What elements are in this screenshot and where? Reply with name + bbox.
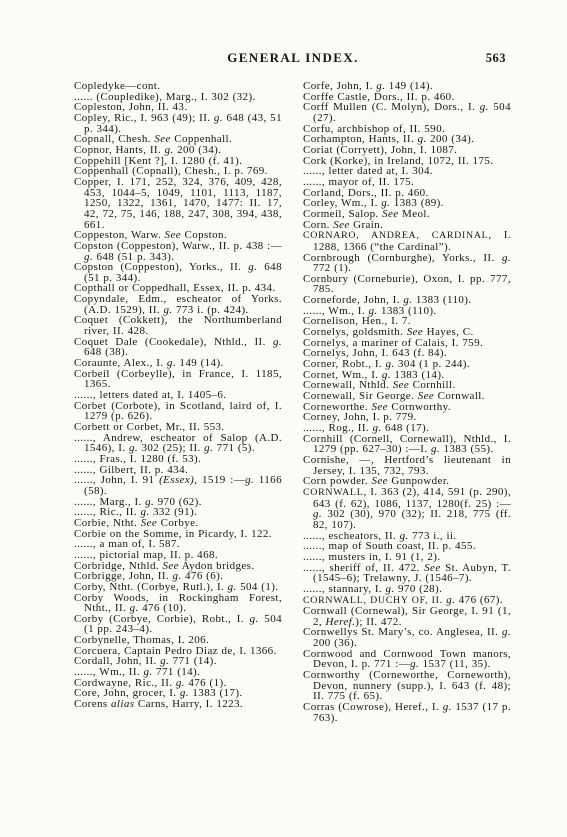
index-entry: Corbie on the Somme, in Picardy, I. 122. [74, 527, 272, 540]
italic-text: See [154, 133, 171, 146]
index-entry: Cornelys, a mariner of Calais, I. 759. [303, 336, 484, 349]
italic-text: See [406, 326, 424, 339]
index-entry: Cornelys, goldsmith. See Hayes, C. [303, 326, 474, 339]
index-subentry: ......, letters dated at, I. 1405–6. [74, 389, 227, 402]
italic-text: g. [446, 593, 456, 606]
index-entry: Corby Woods, in Rockingham Forest, Ntht., II. g. 476 (10). [74, 591, 282, 615]
italic-text: g. [368, 304, 378, 317]
italic-text: g. [479, 101, 489, 114]
index-entry: Cordwayne, Ric., II. g. 476 (1). [74, 676, 227, 689]
index-entry: Copston (Coppeston), Yorks., II. g. 648 (51 p. 344). [74, 261, 282, 284]
italic-text: g. [204, 442, 214, 455]
index-entry: Corffe Castle, Dors., II. p. 460. [303, 90, 455, 103]
italic-text: g. [128, 442, 138, 455]
small-caps-heading: CORNWALL, DUCHY OF, II [303, 594, 440, 606]
index-entry: Copston (Coppeston), Warw., II. p. 438 :—g. 648 (51 p. 343). [74, 239, 282, 263]
index-entry: Copper, I. 171, 252, 324, 376, 409, 428, 453, 1044–5, 1049, 1101, 1113, 1187, 1250, 1322, 1361, 1470, 1477: II. 17, 42, 72, 75, 146, 188, 247, 308, 394, 438, 661. [74, 175, 282, 231]
index-entry: Cornworthy (Corneworthe, Corneworth), Devon, nunnery (supp.), I. 643 (f. 48); II. 775 (f. 65). [303, 669, 511, 703]
index-entry: Coquet (Cokkett), the Northumberland river, II. 428. [74, 314, 282, 338]
index-entry: Copthall or Coppedhall, Essex, II. p. 434. [74, 282, 276, 295]
italic-text: g. [501, 626, 511, 639]
index-entry: Corbridge, Nthld. See Aydon bridges. [74, 559, 255, 572]
index-entry: Corner, Robt., I. g. 304 (1 p. 244). [303, 358, 471, 371]
index-subentry: ......, pictorial map, II. p. 468. [74, 548, 219, 561]
index-entry: Corens alias Carns, Harry, I. 1223. [74, 698, 244, 711]
italic-text: See [382, 207, 399, 220]
index-entry: Coppehill [Kent ?], I. 1280 (f. 41). [74, 154, 243, 167]
italic-text: g. [160, 655, 170, 668]
italic-text: g. [381, 197, 391, 210]
italic-text: g. [385, 582, 395, 595]
italic-text: See [333, 218, 350, 231]
index-entry: Corn. See Grain. [303, 218, 384, 231]
italic-text: (Essex) [159, 474, 195, 487]
index-entry: Corbie, Ntht. See Corbye. [74, 516, 199, 529]
index-entry: Corneforde, John, I. g. 1383 (110). [303, 294, 472, 307]
italic-text: g. [403, 294, 413, 307]
index-entry: Copley, Ric., I. 963 (49); II. g. 648 (43, 51 p. 344). [74, 111, 282, 135]
index-entry: Cornet, Wm., I. g. 1383 (14). [303, 368, 445, 381]
italic-text: g. [179, 687, 189, 700]
italic-text: g. [313, 508, 323, 521]
index-entry: Corhampton, Hants, II. g. 200 (34). [303, 133, 475, 146]
italic-text: See [162, 559, 179, 572]
index-entry: Copnor, Hants, II. g. 200 (34). [74, 143, 222, 156]
italic-text: g. [145, 495, 155, 508]
italic-text: See [392, 379, 410, 392]
index-entry: Copleston, John, II. 43. [74, 101, 188, 114]
index-subentry: ......, Marg., I. g. 970 (62). [74, 495, 202, 508]
index-entry: Corff Mullen (C. Molyn), Dors., I. g. 504 (27). [303, 101, 511, 124]
index-subentry: ......, map of South coast, II. p. 455. [303, 540, 476, 553]
italic-text: See [164, 229, 182, 242]
italic-text: g. [417, 133, 427, 146]
italic-text: g. [249, 612, 259, 625]
index-subentry: ......, Rog., II. g. 648 (17). [303, 422, 430, 434]
italic-text: g. [501, 251, 511, 264]
index-subentry: ......, Wm., I. g. 1383 (110). [303, 304, 437, 317]
index-entry: Cornwall (Cornewal), Sir George, I. 91 (1, 2, Heref.); II. 472. [303, 605, 511, 628]
index-entry: Coraunte, Alex., I. g. 149 (14). [74, 357, 224, 370]
italic-text: g. [172, 570, 182, 583]
italic-text: g. [430, 443, 441, 456]
index-subentry: ......, letter dated at, I. 304. [303, 165, 434, 178]
italic-text: See [417, 390, 435, 403]
italic-text: g. [166, 357, 176, 370]
italic-text: Heref. [325, 615, 356, 628]
italic-text: g. [163, 303, 173, 316]
index-column-left [74, 81, 282, 710]
index-column-right [303, 81, 511, 723]
italic-text: See [371, 475, 388, 488]
index-entry: Cornewall, Sir George. See Cornwall. [303, 390, 485, 403]
page-number: 563 [485, 51, 506, 65]
italic-text: g. [129, 602, 139, 615]
italic-text: g. [143, 666, 153, 679]
index-entry: Corby (Corbye, Corbie), Robt., I. g. 504 (1 pp. 243–4). [74, 612, 282, 636]
index-subentry: ...... (Coupledike), Marg., I. 302 (32). [74, 90, 256, 103]
index-subentry: ......, Ric., II. g. 332 (91). [74, 506, 198, 519]
small-caps-heading: CORNWALL [303, 486, 364, 498]
italic-text: g. [248, 261, 258, 274]
index-entry: Cormeil, Salop. See Meol. [303, 207, 430, 220]
index-subentry: ......, mayor of, II. 175. [303, 175, 415, 188]
italic-text: See [140, 516, 158, 529]
italic-text: g. [213, 111, 223, 124]
page-header [74, 49, 512, 67]
index-entry: Core, John, grocer, I. g. 1383 (17). [74, 687, 243, 700]
italic-text: See [371, 400, 388, 413]
index-entry: Corras (Cowrose), Heref., I. g. 1537 (17 p. 763). [303, 701, 511, 724]
index-entry: Corcuera, Captain Pedro Diaz de, I. 1366. [74, 644, 277, 657]
italic-text: g. [376, 80, 386, 92]
index-entry: Cornishe, —, Hertford’s lieutenant in Jersey, I. 135, 732, 793. [303, 453, 511, 477]
index-subentry: ......, Wm., II. g. 771 (14). [74, 666, 201, 679]
index-entry: Corland, Dors., II. p. 460. [303, 186, 429, 199]
italic-text: g. [372, 422, 382, 434]
index-entry: Copledyke—cont. [74, 80, 161, 92]
index-entry: Corley, Wm., I. g. 1383 (89). [303, 197, 444, 210]
index-entry: Coriat (Corryett), John, I. 1087. [303, 143, 458, 156]
index-subentry: ......, escheators, II. g. 773 i., ii. [303, 529, 457, 542]
index-subentry: ......, musters in, I. 91 (1, 2). [303, 550, 441, 563]
index-entry: Cornewall, Nthld. See Cornhill. [303, 379, 456, 392]
index-entry: Cork (Korke), in Ireland, 1072, II. 175. [303, 154, 494, 167]
italic-text: g. [175, 676, 185, 689]
index-entry: CORNARO, ANDREA, CARDINAL, I. 1288, 1366 (“the Cardinal”). [303, 229, 511, 253]
index-entry: Corn powder. See Gunpowder. [303, 475, 450, 488]
index-entry: Corbet (Corbote), in Scotland, laird of, I. 1279 (p. 626). [74, 399, 282, 423]
index-subentry: ......, John, I. 91 (Essex), 1519 :—g. 1166 (58). [74, 474, 282, 497]
index-entry: Coquet Dale (Cookedale), Nthld., II. g. 648 (38). [74, 335, 282, 359]
index-entry: Corby, Ntht. (Corbye, Rutl.), I. g. 504 (1). [74, 580, 279, 593]
index-entry: Cornwellys St. Mary’s, co. Anglesea, II. g. 200 (36). [303, 626, 511, 650]
italic-text: g. [385, 358, 395, 371]
index-subentry: ......, Gilbert, II. p. 434. [74, 463, 189, 476]
index-entry: Coppenhall (Copnall), Chesh., I. p. 769. [74, 165, 268, 178]
index-entry: Cornwood and Cornwood Town manors, Devon, I. p. 771 :—g. 1537 (11, 35). [303, 647, 511, 671]
index-entry: CORNWALL, I. 363 (2), 414, 591 (p. 290), 643 (f. 62), 1086, 1137, 1280(f. 25) :—g. 302 (30), 970 (32); II. 218, 775 (ff. 82, 107). [303, 485, 511, 531]
italic-text: g. [227, 580, 237, 593]
index-entry: Corbett or Corbet, Mr., II. 553. [74, 421, 225, 433]
index-entry: Coppeston, Warw. See Copston. [74, 229, 228, 242]
index-entry: Corneworthe. See Cornworthy. [303, 400, 451, 413]
italic-text: alias [111, 698, 135, 711]
index-entry: Cornbury (Corneburie), Oxon, I. pp. 777, 785. [303, 272, 511, 296]
italic-text: g. [164, 143, 174, 156]
italic-text: g. [140, 506, 150, 519]
index-subentry: ......, sheriff of, II. 472. See St. Aubyn, T. (1545–6); Trelawny, J. (1546–7). [303, 561, 511, 585]
small-caps-heading: CORNARO, ANDREA, CARDINAL [303, 230, 489, 242]
index-subentry: ......, Fras., I. 1280 (f. 53). [74, 452, 202, 465]
italic-text: g. [442, 701, 452, 714]
index-entry: CORNWALL, DUCHY OF, II. g. 476 (67). [303, 593, 504, 606]
index-subentry: ......, a man of, I. 587. [74, 538, 180, 551]
index-subentry: ......, stannary, I. g. 970 (28). [303, 582, 443, 595]
index-entry: Corbrigge, John, II. g. 476 (6). [74, 570, 224, 583]
index-entry: Corfe, John, I. g. 149 (14). [303, 80, 434, 92]
index-entry: Copyndale, Edm., escheator of Yorks. (A.D. 1529), II. g. 773 i. (p. 424). [74, 293, 282, 316]
index-entry: Corbynelle, Thomas, I. 206. [74, 634, 210, 647]
index-entry: Corney, John, I. p. 779. [303, 411, 417, 424]
italic-text: g. [245, 474, 255, 487]
index-title: GENERAL INDEX. [227, 50, 359, 65]
italic-text: g. [84, 250, 94, 263]
index-entry: Cornelison, Hen., I. 7. [303, 315, 411, 328]
index-entry: Copnall, Chesh. See Coppenhall. [74, 133, 233, 146]
index-subentry: ......, Andrew, escheator of Salop (A.D. 1546), I. g. 302 (25); II. g. 771 (5). [74, 431, 282, 455]
index-entry: Corbeil (Corbeylle), in France, I. 1185, 1365. [74, 367, 282, 391]
italic-text: g. [399, 529, 409, 542]
index-entry: Cornelys, John, I. 643 (f. 84). [303, 347, 448, 360]
italic-text: g. [381, 368, 391, 381]
italic-text: g. [272, 335, 282, 348]
italic-text: See [424, 561, 441, 574]
index-entry: Corfu, archbishop of, II. 590. [303, 122, 446, 135]
index-entry: Cornbrough (Cornburghe), Yorks., II. g. 772 (1). [303, 251, 511, 275]
index-entry: Cordall, John, II. g. 771 (14). [74, 655, 217, 668]
index-entry: Cornhill (Cornell, Cornewall), Nthld., I. 1279 (pp. 627–30) :—I. g. 1383 (55). [303, 432, 511, 456]
italic-text: g. [410, 658, 420, 671]
